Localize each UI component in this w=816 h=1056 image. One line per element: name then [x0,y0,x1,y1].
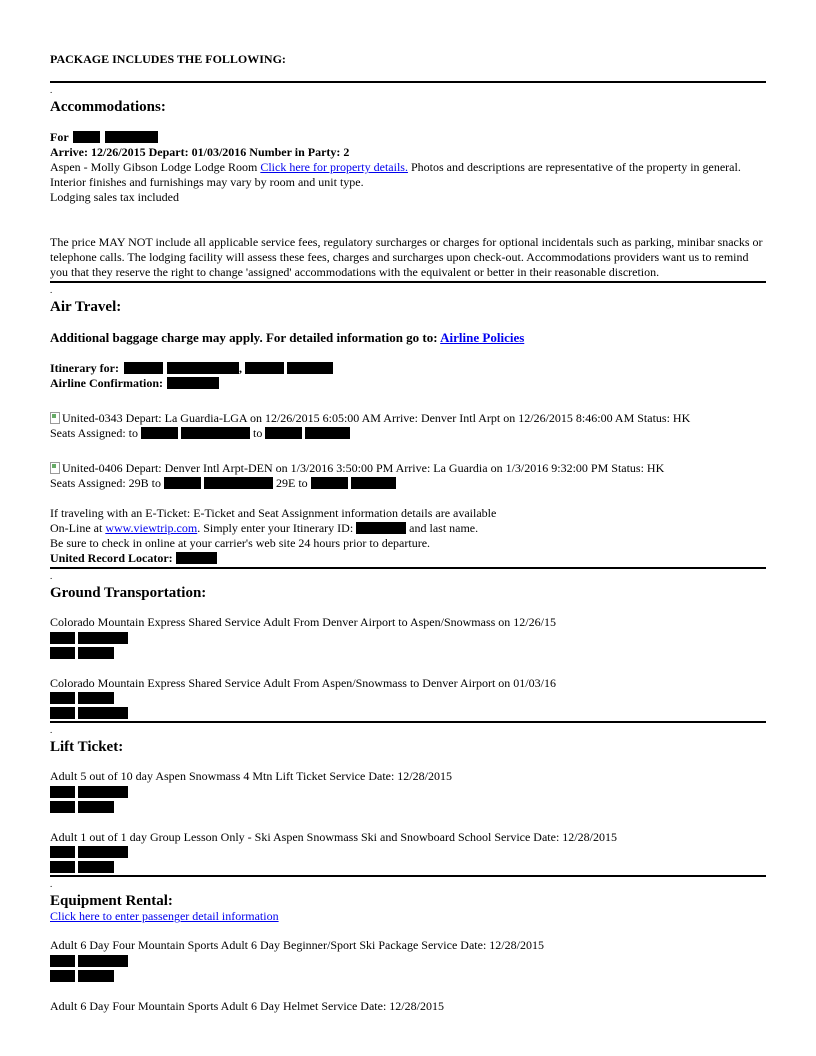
online-mid: . Simply enter your Itinerary ID: [197,521,354,535]
redaction [50,846,75,858]
passenger-detail-line [50,909,279,924]
separator-dot: . [50,725,53,735]
ground-item-1: Colorado Mountain Express Shared Service Adult From Denver Airport to Aspen/Snowmass on 12/26/15 [50,615,556,629]
second-seat: 29E to [276,476,308,490]
redaction [78,632,128,644]
checkin-note: Be sure to check in online at your carrier's web site 24 hours prior to departure. [50,536,431,550]
property-name: Aspen - Molly Gibson Lodge Lodge Room [50,160,258,174]
baggage-notice [50,330,524,345]
arrive-depart-line: Arrive: 12/26/2015 Depart: 01/03/2016 Number in Party: 2 [50,145,350,159]
redaction [245,362,284,374]
tax-note: Lodging sales tax included [50,190,179,204]
redaction [50,801,75,813]
package-title: PACKAGE INCLUDES THE FOLLOWING: [50,52,286,66]
redaction [50,632,75,644]
online-prefix: On-Line at [50,521,103,535]
guest-names [50,130,158,145]
flight-2-details: United-0406 Depart: Denver Intl Arpt-DEN on 1/3/2016 3:50:00 PM Arrive: La Guardia on 1/3/2016 9:32:00 PM Status: HK [62,461,665,475]
confirmation-label: Airline Confirmation: [50,376,163,390]
flight-2-line [50,461,664,476]
redaction [50,647,75,659]
redaction [356,522,406,534]
redaction [78,955,128,967]
air-travel-heading: Air Travel: [50,299,122,315]
equipment-rental-heading: Equipment Rental: [50,893,173,909]
viewtrip-link[interactable]: www.viewtrip.com [105,521,198,535]
passenger-detail-link[interactable]: Click here to enter passenger detail information [50,909,279,923]
lift-item-1: Adult 5 out of 10 day Aspen Snowmass 4 Mtn Lift Ticket Service Date: 12/28/2015 [50,769,452,783]
redaction [351,477,396,489]
separator-dot: . [50,85,53,95]
redaction [50,955,75,967]
accommodations-heading: Accommodations: [50,99,166,115]
separator-dot: . [50,879,53,889]
property-disclaimer: Photos and descriptions are representative of the property in general. [410,160,741,174]
redaction [78,801,114,813]
online-suffix: and last name. [409,521,479,535]
property-details-link[interactable]: Click here for property details. [260,160,408,174]
flight-2-seats [50,476,396,491]
itinerary-line: Itinerary for: , [50,361,333,376]
itinerary-label: Itinerary for: [50,361,119,375]
redaction [78,692,114,704]
price-note-line: telephone calls. The lodging facility will assess these fees, charges and surcharges upon check-out. Accommodations providers want us to remind [50,250,749,264]
redaction [78,970,114,982]
redaction [164,477,201,489]
section-divider [50,81,766,83]
redaction [176,552,217,564]
to-word: to [253,426,263,440]
redaction [73,131,100,143]
flight-1-seats [50,426,350,441]
redaction [167,377,219,389]
seats-label: Seats Assigned: 29B to [50,476,162,490]
section-divider [50,281,766,283]
record-locator-line [50,551,217,566]
airline-logo-icon [50,462,60,474]
flight-1-line [50,411,690,426]
airline-logo-icon [50,412,60,424]
redaction [50,786,75,798]
separator-dot: . [50,571,53,581]
confirmation-line [50,376,219,391]
locator-label: United Record Locator: [50,551,173,565]
redaction [124,362,163,374]
price-note-line: The price MAY NOT include all applicable service fees, regulatory surcharges or charges for optional incidentals such as parking, minibar snacks or [50,235,763,249]
section-divider [50,567,766,569]
section-divider [50,721,766,723]
equipment-item-2: Adult 6 Day Four Mountain Sports Adult 6 Day Helmet Service Date: 12/28/2015 [50,999,444,1013]
redaction [181,427,250,439]
redaction [311,477,348,489]
redaction [141,427,178,439]
airline-policies-link[interactable]: Airline Policies [440,330,525,345]
redaction [78,846,128,858]
redaction [78,786,128,798]
lift-ticket-heading: Lift Ticket: [50,739,124,755]
baggage-text: Additional baggage charge may apply. For detailed information go to: [50,330,438,345]
redaction [287,362,333,374]
ground-item-2: Colorado Mountain Express Shared Service Adult From Aspen/Snowmass to Denver Airport on 01/03/16 [50,676,556,690]
online-line [50,521,478,536]
redaction [167,362,239,374]
redaction [50,707,75,719]
redaction [265,427,302,439]
eticket-note: If traveling with an E-Ticket: E-Ticket and Seat Assignment information details are available [50,506,497,520]
for-label: For [50,130,69,144]
flight-1-details: United-0343 Depart: La Guardia-LGA on 12/26/2015 6:05:00 AM Arrive: Denver Intl Arpt on 12/26/2015 8:46:00 AM Status: HK [62,411,691,425]
redaction [78,861,114,873]
property-line [50,160,741,175]
redaction [50,692,75,704]
price-note-line: you that they reserve the right to change 'assigned' accommodations with the equivalent or better in their reasonable discretion. [50,265,660,279]
redaction [50,970,75,982]
redaction [105,131,158,143]
section-divider [50,875,766,877]
equipment-item-1: Adult 6 Day Four Mountain Sports Adult 6 Day Beginner/Sport Ski Package Service Date: 12/28/2015 [50,938,544,952]
separator-dot: . [50,285,53,295]
redaction [78,647,114,659]
ground-transportation-heading: Ground Transportation: [50,585,207,601]
lift-item-2: Adult 1 out of 1 day Group Lesson Only - Ski Aspen Snowmass Ski and Snowboard School Service Date: 12/28/2015 [50,830,617,844]
redaction [204,477,273,489]
redaction [305,427,350,439]
seats-label: Seats Assigned: to [50,426,139,440]
redaction [50,861,75,873]
interior-note: Interior finishes and furnishings may vary by room and unit type. [50,175,364,189]
redaction [78,707,128,719]
